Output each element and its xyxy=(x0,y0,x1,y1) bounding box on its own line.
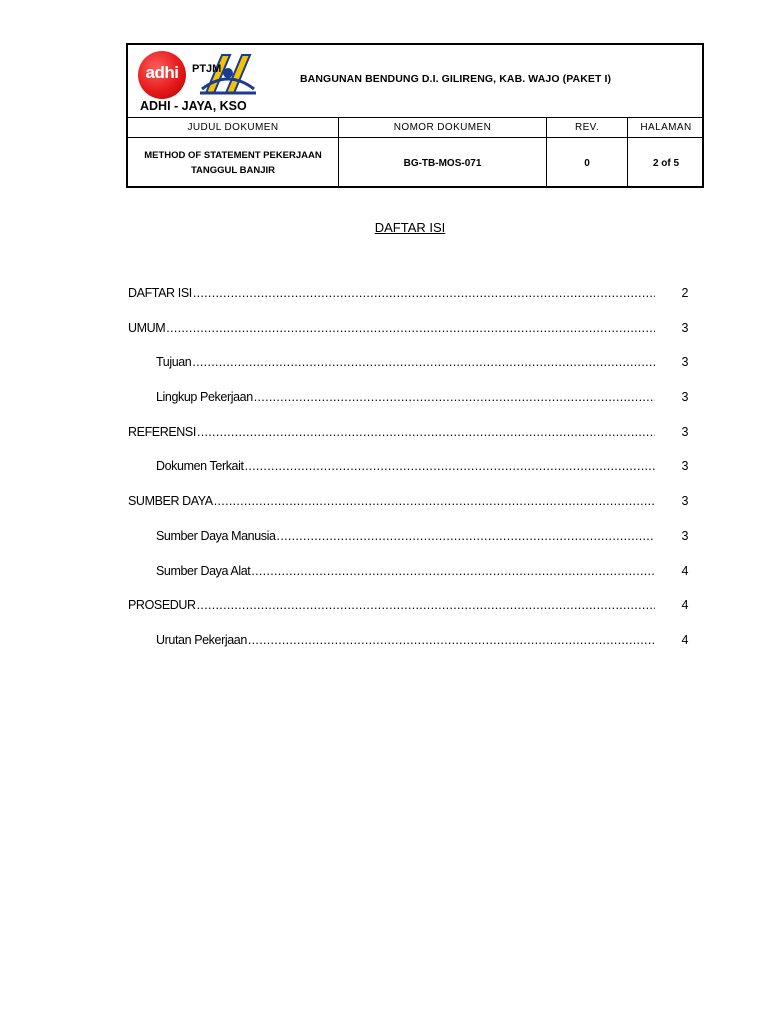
toc-entry-label: Dokumen Terkait xyxy=(156,459,244,474)
toc-entry[interactable] xyxy=(128,494,688,529)
toc-entry-label: Sumber Daya Manusia xyxy=(156,528,276,543)
toc-dot-leader xyxy=(248,633,655,647)
toc-entry[interactable] xyxy=(128,390,688,425)
judul-dokumen-label: JUDUL DOKUMEN xyxy=(187,121,279,133)
toc-entry-label: Sumber Daya Alat xyxy=(156,563,251,578)
toc-entry-page: 3 xyxy=(681,494,688,509)
toc-entry[interactable] xyxy=(128,459,688,494)
toc-entry[interactable] xyxy=(128,598,688,633)
toc-entry-label: PROSEDUR xyxy=(128,598,196,613)
toc-dot-leader xyxy=(254,390,655,404)
toc-entry-label: REFERENSI xyxy=(128,424,196,439)
rev-value: 0 xyxy=(546,138,627,188)
kso-name: ADHI - JAYA, KSO xyxy=(140,99,247,113)
document-header xyxy=(126,43,704,188)
toc-entry-page: 3 xyxy=(681,390,688,405)
toc-entry[interactable] xyxy=(128,529,688,564)
toc-entry-page: 2 xyxy=(681,286,688,300)
toc-entry-label: SUMBER DAYA xyxy=(128,494,213,509)
toc-entry[interactable] xyxy=(128,355,688,390)
toc-dot-leader xyxy=(166,321,655,335)
judul-line-1: METHOD OF STATEMENT PEKERJAAN xyxy=(144,150,322,161)
toc-entry-page: 4 xyxy=(681,598,688,613)
toc-heading: DAFTAR ISI xyxy=(374,220,446,235)
toc-entry-page: 3 xyxy=(681,424,688,439)
company-logos xyxy=(136,49,276,115)
toc-entry[interactable] xyxy=(128,425,688,460)
toc-entry-label: Urutan Pekerjaan xyxy=(156,632,247,647)
toc-entry-label: UMUM xyxy=(128,320,166,335)
judul-dokumen-value xyxy=(128,138,338,188)
toc-dot-leader xyxy=(214,494,655,508)
nomor-dokumen-label: NOMOR DOKUMEN xyxy=(338,117,546,137)
toc-entry-page: 4 xyxy=(681,632,688,647)
toc-entry-label: Lingkup Pekerjaan xyxy=(156,390,253,405)
toc-entry-page: 3 xyxy=(681,355,688,370)
toc-entry-page: 3 xyxy=(681,459,688,474)
adhi-logo-text: adhi xyxy=(145,63,179,82)
ptjm-label: PTJM xyxy=(192,63,222,75)
toc-dot-leader xyxy=(277,529,655,543)
adhi-logo xyxy=(138,51,186,99)
halaman-label: HALAMAN xyxy=(627,117,704,137)
toc-entry[interactable] xyxy=(128,286,688,321)
project-title: BANGUNAN BENDUNG D.I. GILIRENG, KAB. WAJO (PAKET I) xyxy=(300,73,612,85)
toc-entry-page: 3 xyxy=(681,528,688,543)
toc-dot-leader xyxy=(192,355,655,369)
toc-dot-leader xyxy=(197,425,655,439)
header-value-row xyxy=(128,138,702,188)
rev-label: REV. xyxy=(546,117,627,137)
halaman-value: 2 of 5 xyxy=(627,138,704,188)
toc-entry-page: 4 xyxy=(681,563,688,578)
header-label-row xyxy=(128,117,702,138)
judul-line-2: TANGGUL BANJIR xyxy=(190,165,276,176)
toc-dot-leader xyxy=(193,286,655,300)
toc-entry[interactable] xyxy=(128,321,688,356)
toc-entry-label: Tujuan xyxy=(156,355,192,370)
header-top-row xyxy=(128,45,702,118)
toc-dot-leader xyxy=(251,564,655,578)
toc-entry[interactable] xyxy=(128,633,688,668)
toc-dot-leader xyxy=(245,459,655,473)
table-of-contents xyxy=(128,286,688,668)
toc-entry-page: 3 xyxy=(681,320,688,335)
toc-entry-label: DAFTAR ISI xyxy=(128,286,192,300)
toc-dot-leader xyxy=(197,598,655,612)
toc-entry[interactable] xyxy=(128,564,688,599)
nomor-dokumen-value: BG-TB-MOS-071 xyxy=(338,138,546,188)
